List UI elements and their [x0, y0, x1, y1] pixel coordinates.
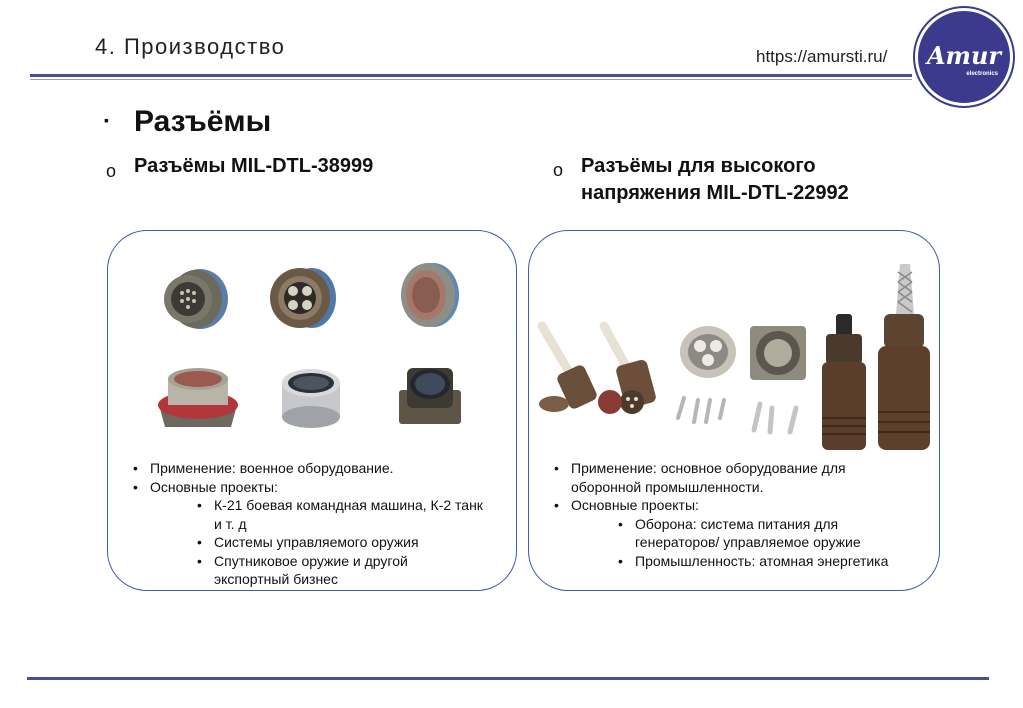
connector-image-5 [276, 365, 346, 431]
connector-image-4 [155, 365, 241, 433]
list-item: • Основные проекты: • Оборона: система питания для генераторов/ управляемое оружие • Промышленность: атомная энергетика [554, 496, 926, 570]
section-title: 4. Производство [95, 34, 286, 59]
circle-bullet-icon: o [106, 161, 117, 181]
page-title: Разъёмы [134, 105, 272, 138]
hv-insert-image [674, 322, 742, 430]
list-subitem-text: Оборона: система питания для генераторов/ управляемое оружие [635, 515, 861, 550]
list-item-text: Основные проекты: [571, 497, 699, 513]
footer-divider [27, 677, 989, 680]
circle-bullet-icon: o [553, 160, 564, 180]
connector-image-6 [397, 360, 463, 426]
list-item: • Основные проекты: • К-21 боевая командная машина, К-2 танк и т. д • Системы управляемого оружия • Спутниковое оружие и другой экспортный бизнес [133, 478, 503, 589]
hv-plug-image-2 [874, 262, 934, 452]
hv-plug-image-1 [818, 310, 870, 452]
hv-receptacle-image [744, 320, 816, 440]
square-bullet-icon: ▪ [104, 112, 109, 128]
list-subitem: • Спутниковое оружие и другой экспортный бизнес [197, 552, 408, 587]
list-subitem: • Оборона: система питания для генераторов/ управляемое оружие [618, 515, 861, 550]
list-item-text: Применение: основное оборудование для оборонной промышленности. [571, 460, 846, 495]
list-subitem: • К-21 боевая командная машина, К-2 танк и т. д [197, 497, 483, 532]
right-section-title: Разъёмы для высокого напряжения MIL-DTL-22992 [581, 155, 849, 204]
connector-image-1 [160, 266, 230, 332]
list-subitem: • Системы управляемого оружия [197, 534, 419, 550]
list-subitem: • Промышленность: атомная энергетика [618, 552, 889, 569]
list-subitem-text: Системы управляемого оружия [214, 534, 419, 550]
list-item-text: Основные проекты: [150, 478, 278, 495]
amur-logo [915, 8, 1013, 106]
left-section-title: Разъёмы MIL-DTL-38999 [134, 155, 374, 177]
list-item-text: Применение: военное оборудование. [150, 460, 394, 476]
logo-subtext: electronics [966, 71, 998, 77]
right-info-list [554, 459, 926, 570]
list-subitem-text: К-21 боевая командная машина, К-2 танк и т. д [214, 497, 483, 532]
list-subitem-text: Спутниковое оружие и другой экспортный бизнес [214, 552, 408, 587]
logo-text: Amur [926, 41, 1002, 70]
header-divider [30, 74, 912, 77]
list-item: • Применение: военное оборудование. [133, 460, 394, 476]
header-divider-thin [30, 79, 912, 80]
list-subitem-text: Промышленность: атомная энергетика [635, 552, 889, 569]
site-url[interactable]: https://amursti.ru/ [756, 47, 888, 66]
hv-cable-image-2 [596, 320, 668, 420]
list-item: • Применение: основное оборудование для оборонной промышленности. [554, 460, 846, 495]
connector-image-2 [268, 264, 338, 332]
connector-image-3 [395, 260, 461, 330]
left-info-list [133, 459, 503, 589]
